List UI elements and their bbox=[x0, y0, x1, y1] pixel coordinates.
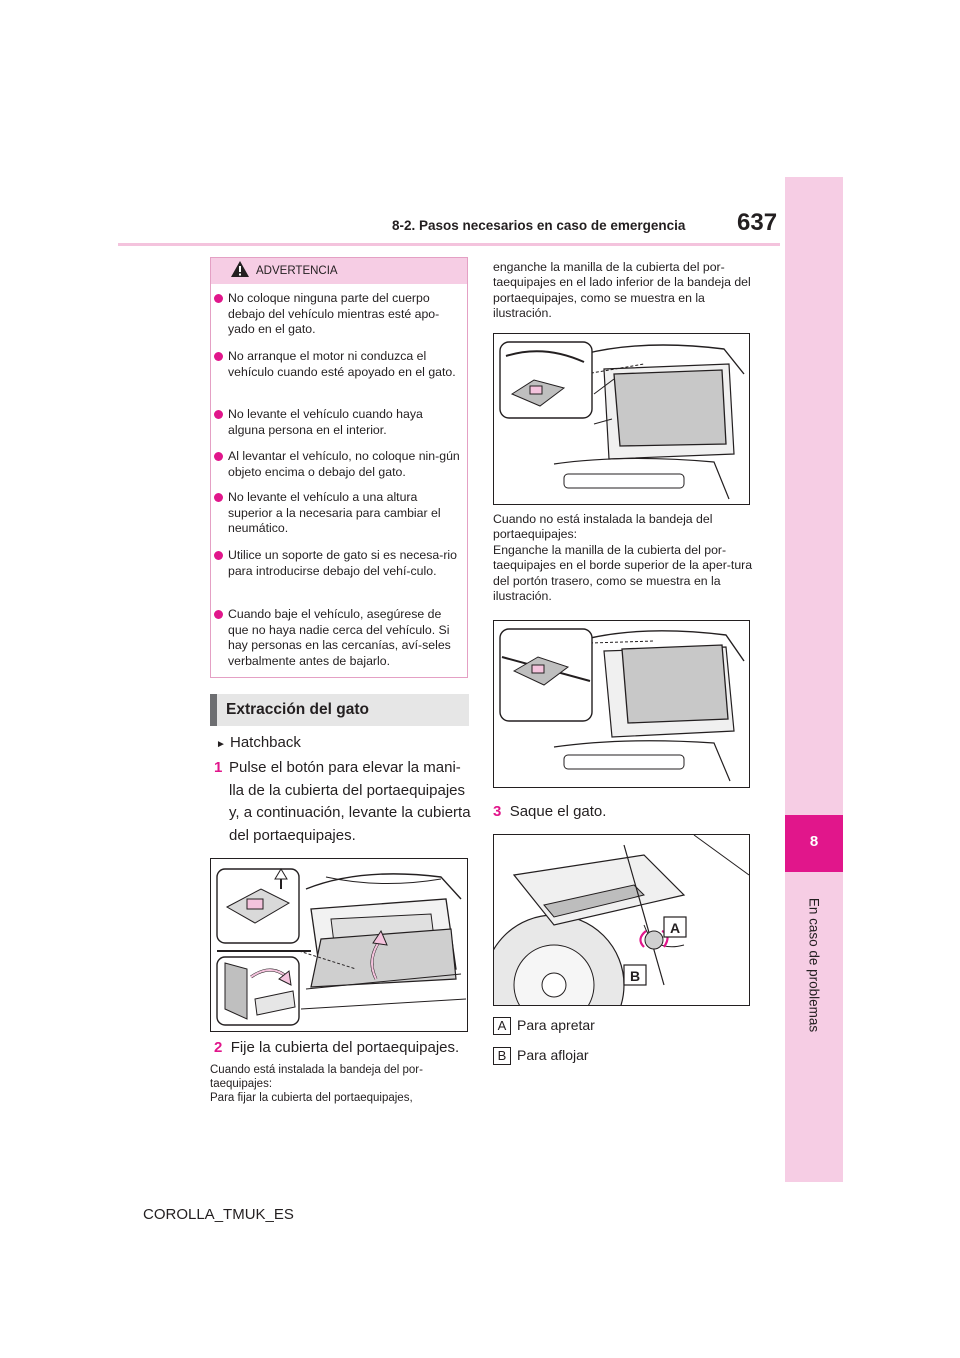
note-text: Cuando no está instalada la bandeja del portaequipajes: Enganche la manilla de la cubierta del por-taequipajes en el borde superior de la aper-tura del portón trasero, como se muestra en la ilustración. bbox=[493, 512, 753, 604]
bullet-icon bbox=[214, 610, 223, 619]
warning-title: ADVERTENCIA bbox=[256, 265, 338, 277]
step-number: 1 bbox=[214, 759, 223, 776]
warning-item: No levante el vehículo cuando haya alguna persona en el interior. bbox=[214, 407, 462, 438]
step-text: Pulse el botón para elevar la mani-lla de la cubierta del portaequipajes y, a continuación, levante la cubierta del portaequipajes. bbox=[229, 759, 471, 844]
chapter-title: En caso de problemas bbox=[806, 897, 822, 1033]
step-1 bbox=[214, 757, 474, 847]
bullet-icon bbox=[214, 294, 223, 303]
legend-text-a: Para apretar bbox=[517, 1017, 595, 1033]
figure-label-a: A bbox=[669, 920, 681, 936]
note-text: Cuando está instalada la bandeja del por-taequipajes: Para fijar la cubierta del portaequipajes, bbox=[210, 1064, 423, 1105]
legend-text-b: Para aflojar bbox=[517, 1047, 589, 1063]
header-rule bbox=[118, 243, 780, 246]
step-2 bbox=[214, 1039, 459, 1056]
step-number: 3 bbox=[493, 803, 502, 820]
step-text: Fije la cubierta del portaequipajes. bbox=[230, 1039, 460, 1056]
figure-label-b: B bbox=[629, 968, 641, 984]
step-number: 2 bbox=[214, 1039, 223, 1056]
warning-item: No levante el vehículo a una altura superior a la necesaria para cambiar el neumático. bbox=[214, 490, 462, 537]
step-text: Saque el gato. bbox=[509, 803, 607, 820]
legend-key-b: B bbox=[493, 1047, 511, 1065]
warning-item: Utilice un soporte de gato si es necesa-rio para introducirse debajo del vehí-culo. bbox=[214, 548, 462, 579]
section-title: Extracción del gato bbox=[226, 701, 369, 718]
running-header: 8-2. Pasos necesarios en caso de emergencia bbox=[392, 218, 686, 233]
footer-doc-id: COROLLA_TMUK_ES bbox=[143, 1206, 294, 1223]
chapter-number: 8 bbox=[809, 833, 819, 850]
bullet-icon bbox=[214, 493, 223, 502]
warning-triangle-icon bbox=[230, 260, 250, 283]
figure-cover-hooked-tray bbox=[493, 333, 750, 505]
step-3 bbox=[493, 803, 606, 820]
figure-cover-hooked-opening bbox=[493, 620, 750, 788]
bullet-icon bbox=[214, 452, 223, 461]
figure-trunk-cover-lift bbox=[210, 858, 468, 1032]
warning-item: Cuando baje el vehículo, asegúrese de que no haya nadie cerca del vehículo. Si hay personas en las cercanías, aví-seles verbalmente antes de bajarlo. bbox=[214, 607, 462, 669]
section-title-accent bbox=[210, 694, 217, 726]
bullet-icon bbox=[214, 551, 223, 560]
warning-item: No coloque ninguna parte del cuerpo debajo del vehículo mientras esté apo-yado en el gato. bbox=[214, 291, 462, 338]
triangle-bullet-icon: ► bbox=[216, 739, 226, 750]
legend-key-a: A bbox=[493, 1017, 511, 1035]
note-text: enganche la manilla de la cubierta del por-taequipajes en el lado inferior de la bandeja del portaequipajes, como se muestra en la ilustración. bbox=[493, 260, 751, 321]
bullet-icon bbox=[214, 410, 223, 419]
page-number: 637 bbox=[737, 209, 778, 236]
bullet-icon bbox=[214, 352, 223, 361]
variant-label: Hatchback bbox=[230, 734, 301, 751]
warning-item: Al levantar el vehículo, no coloque nin-gún objeto encima o debajo del gato. bbox=[214, 449, 462, 480]
warning-item: No arranque el motor ni conduzca el vehículo cuando esté apoyado en el gato. bbox=[214, 349, 462, 380]
figure-jack-removal bbox=[493, 834, 750, 1006]
